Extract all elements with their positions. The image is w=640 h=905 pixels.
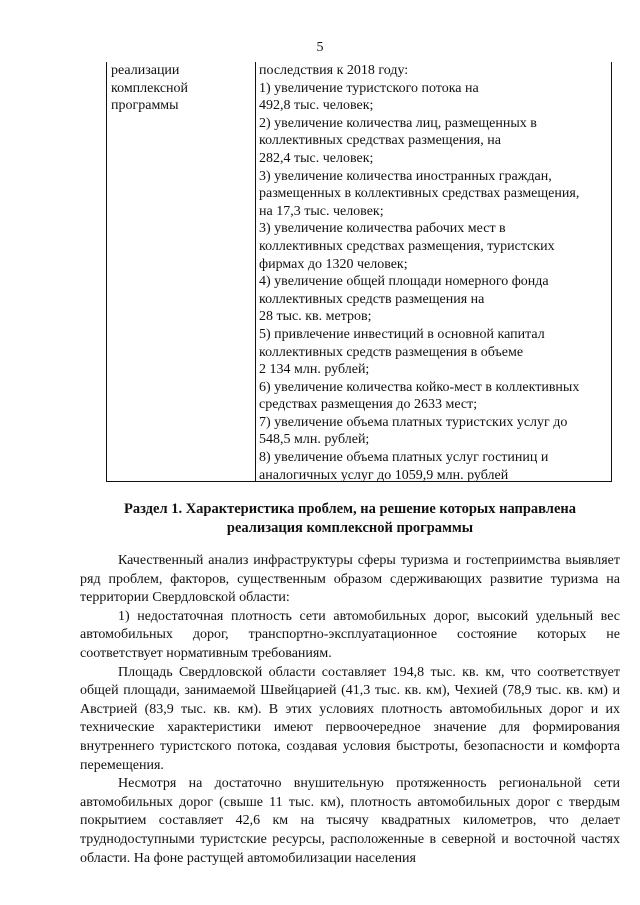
result-line: коллективных средствах размещения, на xyxy=(259,133,501,149)
result-line: размещенных в коллективных средствах размещения, xyxy=(259,186,580,202)
result-line: средствах размещения до 2633 мест; xyxy=(259,397,478,413)
paragraph: Качественный анализ инфраструктуры сферы туризма и гостеприимства выявляет ряд проблем, факторов, существенным образом сдерживающих развитие туризма на территории Свердловской области: xyxy=(80,553,620,606)
result-line: 6) увеличение количества койко-мест в коллективных xyxy=(259,379,580,395)
result-line: 8) увеличение объема платных услуг гостиниц и xyxy=(259,450,549,466)
result-line: 282,4 тыс. человек; xyxy=(259,150,374,166)
result-line: аналогичных услуг до 1059,9 млн. рублей xyxy=(259,467,509,483)
program-table xyxy=(106,62,612,482)
result-line: коллективных средств размещения на xyxy=(259,291,485,307)
left-cell-line: комплексной xyxy=(111,80,189,96)
table-left-cell xyxy=(111,62,251,115)
left-cell-line: реализации xyxy=(111,63,180,78)
result-line: на 17,3 тыс. человек; xyxy=(259,203,384,219)
result-line: последствия к 2018 году: xyxy=(259,63,409,78)
section-heading-line: реализация комплексной программы xyxy=(226,520,474,536)
result-line: 2 134 млн. рублей; xyxy=(259,362,370,378)
result-line: 1) увеличение туристского потока на xyxy=(259,80,479,96)
paragraph: Площадь Свердловской области составляет 194,8 тыс. кв. км, что соответствует общей площади, занимаемой Швейцарией (41,3 тыс. кв. км), Чехией (78,9 тыс. кв. км) и Австрией (83,9 тыс. кв. км). В этих условиях плотность автомобильных дорог и их технические характеристики имеют первоочередное значение для формирования внутреннего туристского потока, создавая условия быстроты, безопасности и комфорта перемещения. xyxy=(80,664,620,773)
page-number: 5 xyxy=(316,40,324,55)
result-line: коллективных средствах размещения, туристских xyxy=(259,238,555,254)
result-line: фирмах до 1320 человек; xyxy=(259,256,408,272)
result-line: 4) увеличение общей площади номерного фонда xyxy=(259,274,549,290)
result-line: 548,5 млн. рублей; xyxy=(259,432,370,448)
paragraph: 1) недостаточная плотность сети автомобильных дорог, высокий удельный вес автомобильных дорог, транспортно-эксплуатационное состояние которых не соответствует нормативным требованиям. xyxy=(80,608,620,661)
section-heading xyxy=(80,500,620,538)
table-right-cell xyxy=(259,62,609,484)
result-line: 7) увеличение объема платных туристских услуг до xyxy=(259,414,568,430)
result-line: 3) увеличение количества иностранных граждан, xyxy=(259,168,552,184)
left-cell-line: программы xyxy=(111,98,179,114)
result-line: 3) увеличение количества рабочих мест в xyxy=(259,221,506,237)
result-line: 492,8 тыс. человек; xyxy=(259,98,374,114)
result-line: 2) увеличение количества лиц, размещенных в xyxy=(259,115,537,131)
paragraph: Несмотря на достаточно внушительную протяженность региональной сети автомобильных дорог (свыше 11 тыс. км), плотность автомобильных дорог с твердым покрытием составляет 42,6 км на тысячу квадратных километров, что делает труднодоступными туристские ресурсы, расположенные в северной и восточной частях области. На фоне растущей автомобилизации населения xyxy=(80,776,620,866)
section-heading-line: Раздел 1. Характеристика проблем, на решение которых направлена xyxy=(124,501,576,517)
body-text xyxy=(80,552,620,868)
result-line: 28 тыс. кв. метров; xyxy=(259,309,372,325)
result-line: 5) привлечение инвестиций в основной капитал xyxy=(259,326,545,342)
table-column-divider xyxy=(255,62,256,481)
result-line: коллективных средств размещения в объеме xyxy=(259,344,524,360)
